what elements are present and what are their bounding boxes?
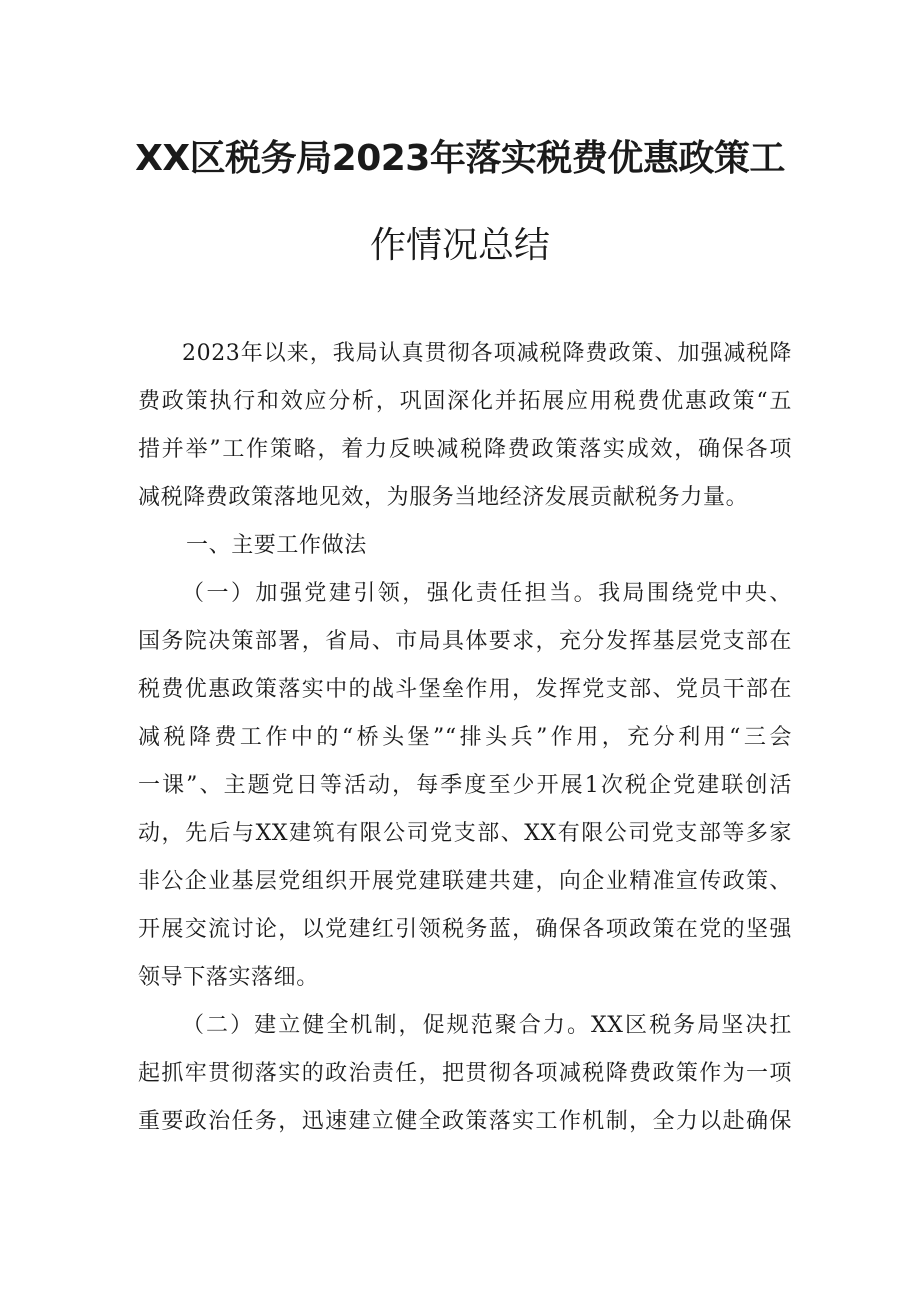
document-title-line-1: XX区税务局2023年落实税费优惠政策工 [135,138,785,179]
section-heading [186,522,792,570]
paragraph-intro [138,330,792,522]
paragraph-party-building [138,570,792,1002]
paragraph-line: 动，先后与XX建筑有限公司党支部、XX有限公司党支部等多家 [138,821,792,846]
paragraph-line: 减税降费政策落地见效，为服务当地经济发展贡献税务力量。 [138,485,749,510]
paragraph-line: 措并举”工作策略，着力反映减税降费政策落实成效，确保各项 [138,437,792,462]
paragraph-line: 国务院决策部署，省局、市局具体要求，充分发挥基层党支部在 [138,629,792,654]
section-heading-text: 一、主要工作做法 [186,533,367,558]
paragraph-line: 税费优惠政策落实中的战斗堡垒作用，发挥党支部、党员干部在 [138,677,792,702]
paragraph-line: （一）加强党建引领，强化责任担当。我局围绕党中央、 [182,581,792,606]
paragraph-line: 开展交流讨论，以党建红引领税务蓝，确保各项政策在党的坚强 [138,917,792,942]
paragraph-line: 费政策执行和效应分析，巩固深化并拓展应用税费优惠政策“五 [138,389,792,414]
paragraph-mechanism [138,1002,792,1146]
paragraph-line: 起抓牢贯彻落实的政治责任，把贯彻各项减税降费政策作为一项 [138,1061,792,1086]
paragraph-line: （二）建立健全机制，促规范聚合力。XX区税务局坚决扛 [182,1013,792,1038]
paragraph-line: 重要政治任务，迅速建立健全政策落实工作机制，全力以赴确保 [138,1109,792,1134]
paragraph-line: 2023年以来，我局认真贯彻各项减税降费政策、加强减税降 [182,341,792,366]
paragraph-line: 非公企业基层党组织开展党建联建共建，向企业精准宣传政策、 [138,869,792,894]
paragraph-line: 减税降费工作中的“桥头堡”“排头兵”作用，充分利用“三会 [138,725,792,750]
document-title-line-2: 作情况总结 [369,225,550,266]
paragraph-line: 一课”、主题党日等活动，每季度至少开展1次税企党建联创活 [138,773,792,798]
paragraph-line: 领导下落实落细。 [138,965,319,990]
